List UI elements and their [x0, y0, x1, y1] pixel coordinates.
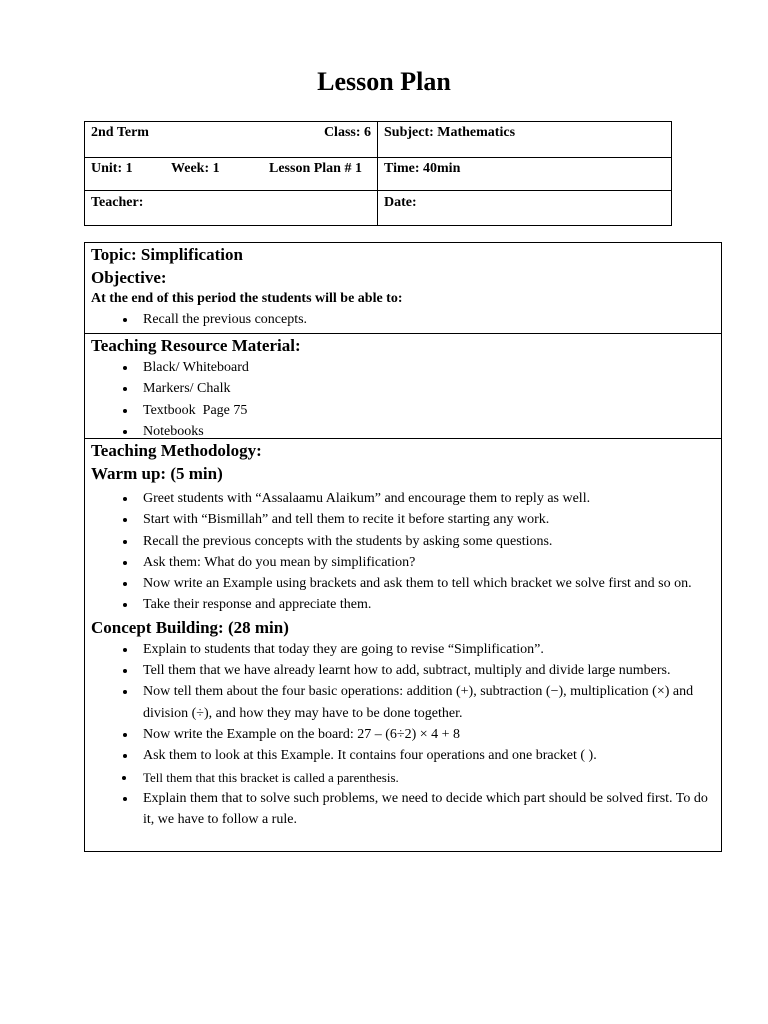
list-item: • Notebooks	[137, 421, 715, 442]
lesson-info-table	[84, 121, 672, 226]
objective-intro: At the end of this period the students will be able to:	[91, 291, 403, 306]
list-item: • Ask them to look at this Example. It contains four operations and one bracket ( ).	[137, 745, 711, 766]
warmup-heading: Warm up: (5 min)	[91, 464, 223, 483]
list-item: • Markers/ Chalk	[137, 378, 715, 399]
list-item: • Explain them that to solve such problems, we need to decide which part should be solved first. To do it, we have to follow a rule.	[137, 788, 711, 831]
list-item: • Now write an Example using brackets and ask them to tell which bracket we solve first and so on.	[137, 573, 711, 594]
list-item: • Recall the previous concepts with the students by asking some questions.	[137, 531, 711, 552]
topic-heading: Topic: Simplification	[91, 245, 243, 264]
term-label: 2nd Term	[91, 125, 149, 140]
resource-list	[91, 357, 715, 442]
list-item: • Black/ Whiteboard	[137, 357, 715, 378]
unit-week-cell	[85, 158, 378, 191]
lesson-plan-number: Lesson Plan # 1	[269, 161, 362, 176]
time-cell: Time: 40min	[378, 158, 672, 191]
list-item: • Now write the Example on the board: 27 – (6÷2) × 4 + 8	[137, 724, 711, 745]
list-item: • Tell them that we have already learnt how to add, subtract, multiply and divide large numbers.	[137, 660, 711, 681]
date-cell: Date:	[378, 191, 672, 226]
info-row-unit	[85, 158, 672, 191]
list-item: • Take their response and appreciate them.	[137, 594, 711, 615]
warmup-list	[91, 488, 715, 616]
class-label: Class: 6	[323, 125, 371, 140]
list-item: • Greet students with “Assalaamu Alaikum” and encourage them to reply as well.	[137, 488, 711, 509]
objective-heading: Objective:	[91, 268, 167, 287]
list-item: • Now tell them about the four basic operations: addition (+), subtraction (−), multiplication (×) and division (÷), and how they may have to be done together.	[137, 681, 711, 724]
objective-list	[91, 309, 715, 330]
list-item: • Start with “Bismillah” and tell them to recite it before starting any work.	[137, 509, 711, 530]
subject-cell: Subject: Mathematics	[378, 122, 672, 158]
list-item: • Textbook Page 75	[137, 400, 715, 421]
list-item: • Ask them: What do you mean by simplification?	[137, 552, 711, 573]
concept-list	[91, 639, 715, 831]
list-item: • Tell them that this bracket is called a parenthesis.	[137, 767, 711, 788]
resource-material-section	[84, 333, 722, 439]
page-title: Lesson Plan	[317, 67, 451, 96]
unit-label: Unit: 1	[91, 161, 133, 176]
methodology-heading: Teaching Methodology:	[91, 441, 262, 460]
info-row-term	[85, 122, 672, 158]
methodology-section	[84, 438, 722, 852]
week-label: Week: 1	[171, 161, 220, 176]
teacher-cell: Teacher:	[85, 191, 378, 226]
resource-heading: Teaching Resource Material:	[91, 336, 301, 355]
list-item: • Explain to students that today they are going to revise “Simplification”.	[137, 639, 711, 660]
list-item: • Recall the previous concepts.	[137, 309, 715, 330]
term-class-cell	[85, 122, 378, 158]
topic-objective-section	[84, 242, 722, 334]
info-row-teacher	[85, 191, 672, 226]
concept-building-heading: Concept Building: (28 min)	[91, 617, 289, 637]
